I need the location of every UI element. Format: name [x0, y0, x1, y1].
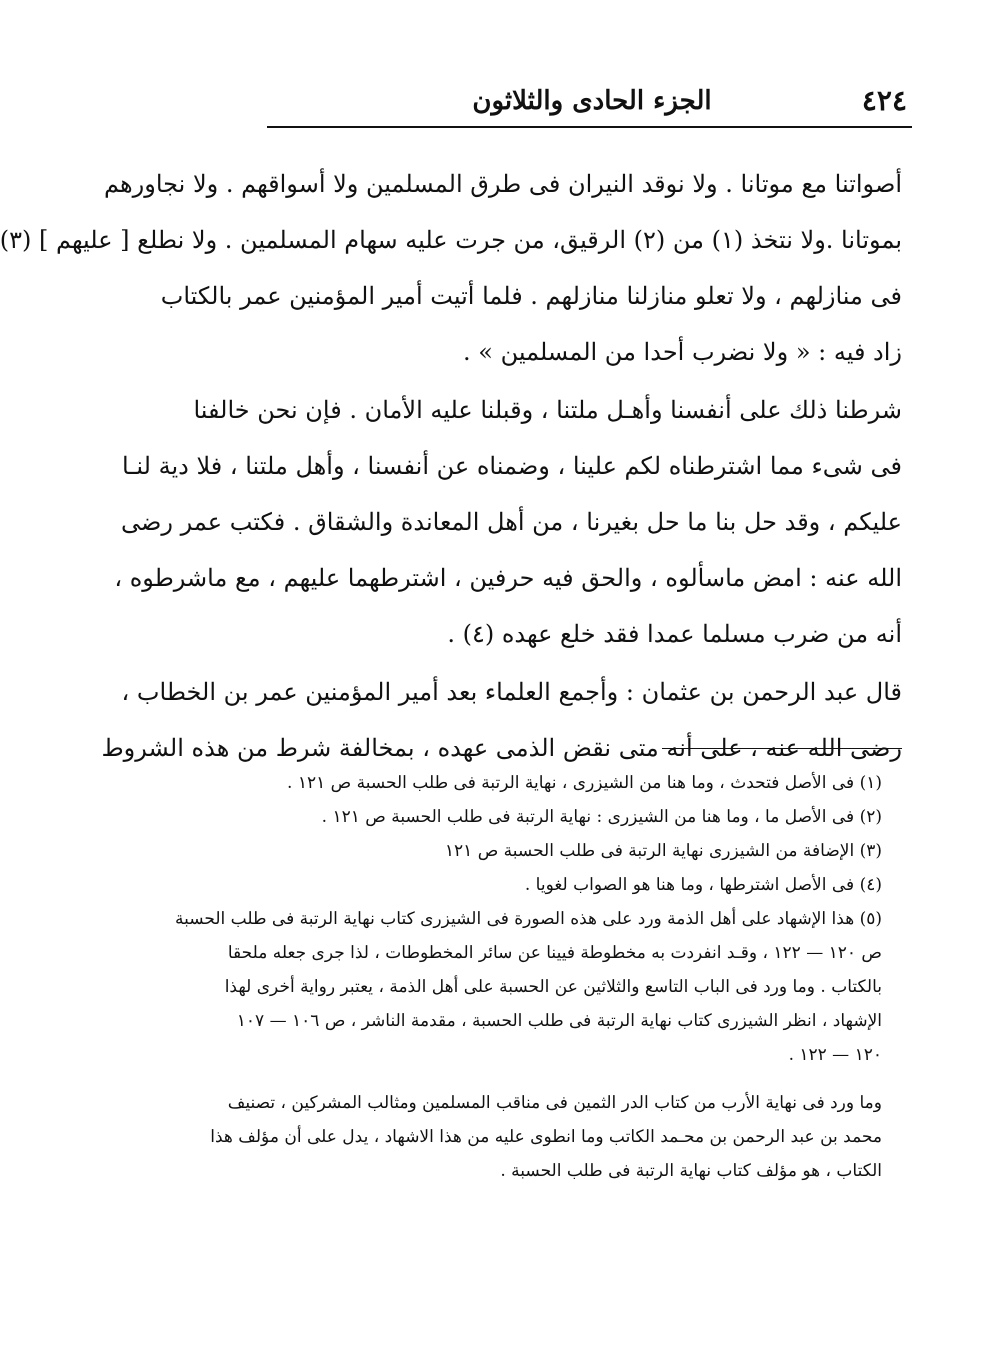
footnote-5-note-line: وما ورد فى نهاية الأرب من كتاب الدر الثمين فى مناقب المسلمين ومثالب المشركين ، تصنيف — [227, 1093, 882, 1113]
footnote-4: (٤) فى الأصل اشترطها ، وما هنا هو الصواب لغويا . — [524, 875, 882, 895]
body-line: عليكم ، وقد حل بنا ما حل بغيرنا ، من أهل المعاندة والشقاق . فكتب عمر رضى — [121, 508, 902, 536]
body-line: زاد فيه : « ولا نضرب أحدا من المسلمين » . — [463, 338, 902, 366]
footnote-5-line: بالكتاب . وما ورد فى الباب التاسع والثلاثين عن الحسبة على أهل الذمة ، يعتبر رواية أخرى لهذا — [224, 977, 882, 997]
footnote-5-note-line: الكتاب ، هو مؤلف كتاب نهاية الرتبة فى طلب الحسبة . — [500, 1161, 882, 1181]
footnote-2: (٢) فى الأصل ما ، وما هنا من الشيزرى : نهاية الرتبة فى طلب الحسبة ص ١٢١ . — [321, 807, 882, 827]
header-title: الجزء الحادى والثلاثون — [472, 86, 712, 116]
body-line: قال عبد الرحمن بن عثمان : وأجمع العلماء بعد أمير المؤمنين عمر بن الخطاب ، — [121, 678, 902, 706]
body-line: شرطنا ذلك على أنفسنا وأهـل ملتنا ، وقبلنا عليه الأمان . فإن نحن خالفنا — [193, 396, 902, 424]
body-line: فى منازلهم ، ولا تعلو منازلنا منازلهم . فلما أتيت أمير المؤمنين عمر بالكتاب — [160, 282, 902, 310]
footnote-5-line: ١٢٠ — ١٢٢ . — [788, 1045, 882, 1065]
footnote-rule — [662, 748, 902, 749]
footnote-5-note-line: محمد بن عبد الرحمن بن محـمد الكاتب وما انطوى عليه من هذا الاشهاد ، يدل على أن مؤلف هذا — [210, 1127, 882, 1147]
body-line: فى شىء مما اشترطناه لكم علينا ، وضمناه عن أنفسنا ، وأهل ملتنا ، فلا دية لنـا — [122, 452, 902, 480]
footnote-5-line: (٥) هذا الإشهاد على أهل الذمة ورد على هذه الصورة فى الشيزرى كتاب نهاية الرتبة فى طلب الحسبة — [174, 909, 882, 929]
body-line: الله عنه : امض ماسألوه ، والحق فيه حرفين ، اشترطهما عليهم ، مع ماشرطوه ، — [114, 564, 902, 592]
footnote-1: (١) فى الأصل فتحدث ، وما هنا من الشيزرى ، نهاية الرتبة فى طلب الحسبة ص ١٢١ . — [287, 773, 882, 793]
body-line: أصواتنا مع موتانا . ولا نوقد النيران فى طرق المسلمين ولا أسواقهم . ولا نجاورهم — [104, 170, 902, 198]
body-line: بموتانا .ولا نتخذ (١) من (٢) الرقيق، من جرت عليه سهام المسلمين . ولا نطلع [ عليهم ] (٣) — [0, 226, 902, 254]
footnote-5-line: الإشهاد ، انظر الشيزرى كتاب نهاية الرتبة فى طلب الحسبة ، مقدمة الناشر ، ص ١٠٦ — ١٠٧ — [236, 1011, 882, 1031]
body-text — [0, 156, 902, 776]
body-line: أنه من ضرب مسلما عمدا فقد خلع عهده (٤) . — [447, 620, 902, 648]
footnote-5-line: ص ١٢٠ — ١٢٢ ، وقـد انفردت به مخطوطة فيينا عن سائر المخطوطات ، لذا جرى جعله ملحقا — [227, 943, 882, 963]
running-head — [277, 80, 907, 124]
body-line: رضى الله عنه ، على أنه متى نقض الذمى عهده ، بمخالفة شرط من هذه الشروط — [101, 734, 902, 762]
footnotes — [174, 766, 882, 1188]
footnote-3: (٣) الإضافة من الشيزرى نهاية الرتبة فى طلب الحسبة ص ١٢١ — [444, 841, 882, 861]
header-rule — [267, 126, 912, 128]
page-number: ٤٢٤ — [861, 84, 907, 117]
